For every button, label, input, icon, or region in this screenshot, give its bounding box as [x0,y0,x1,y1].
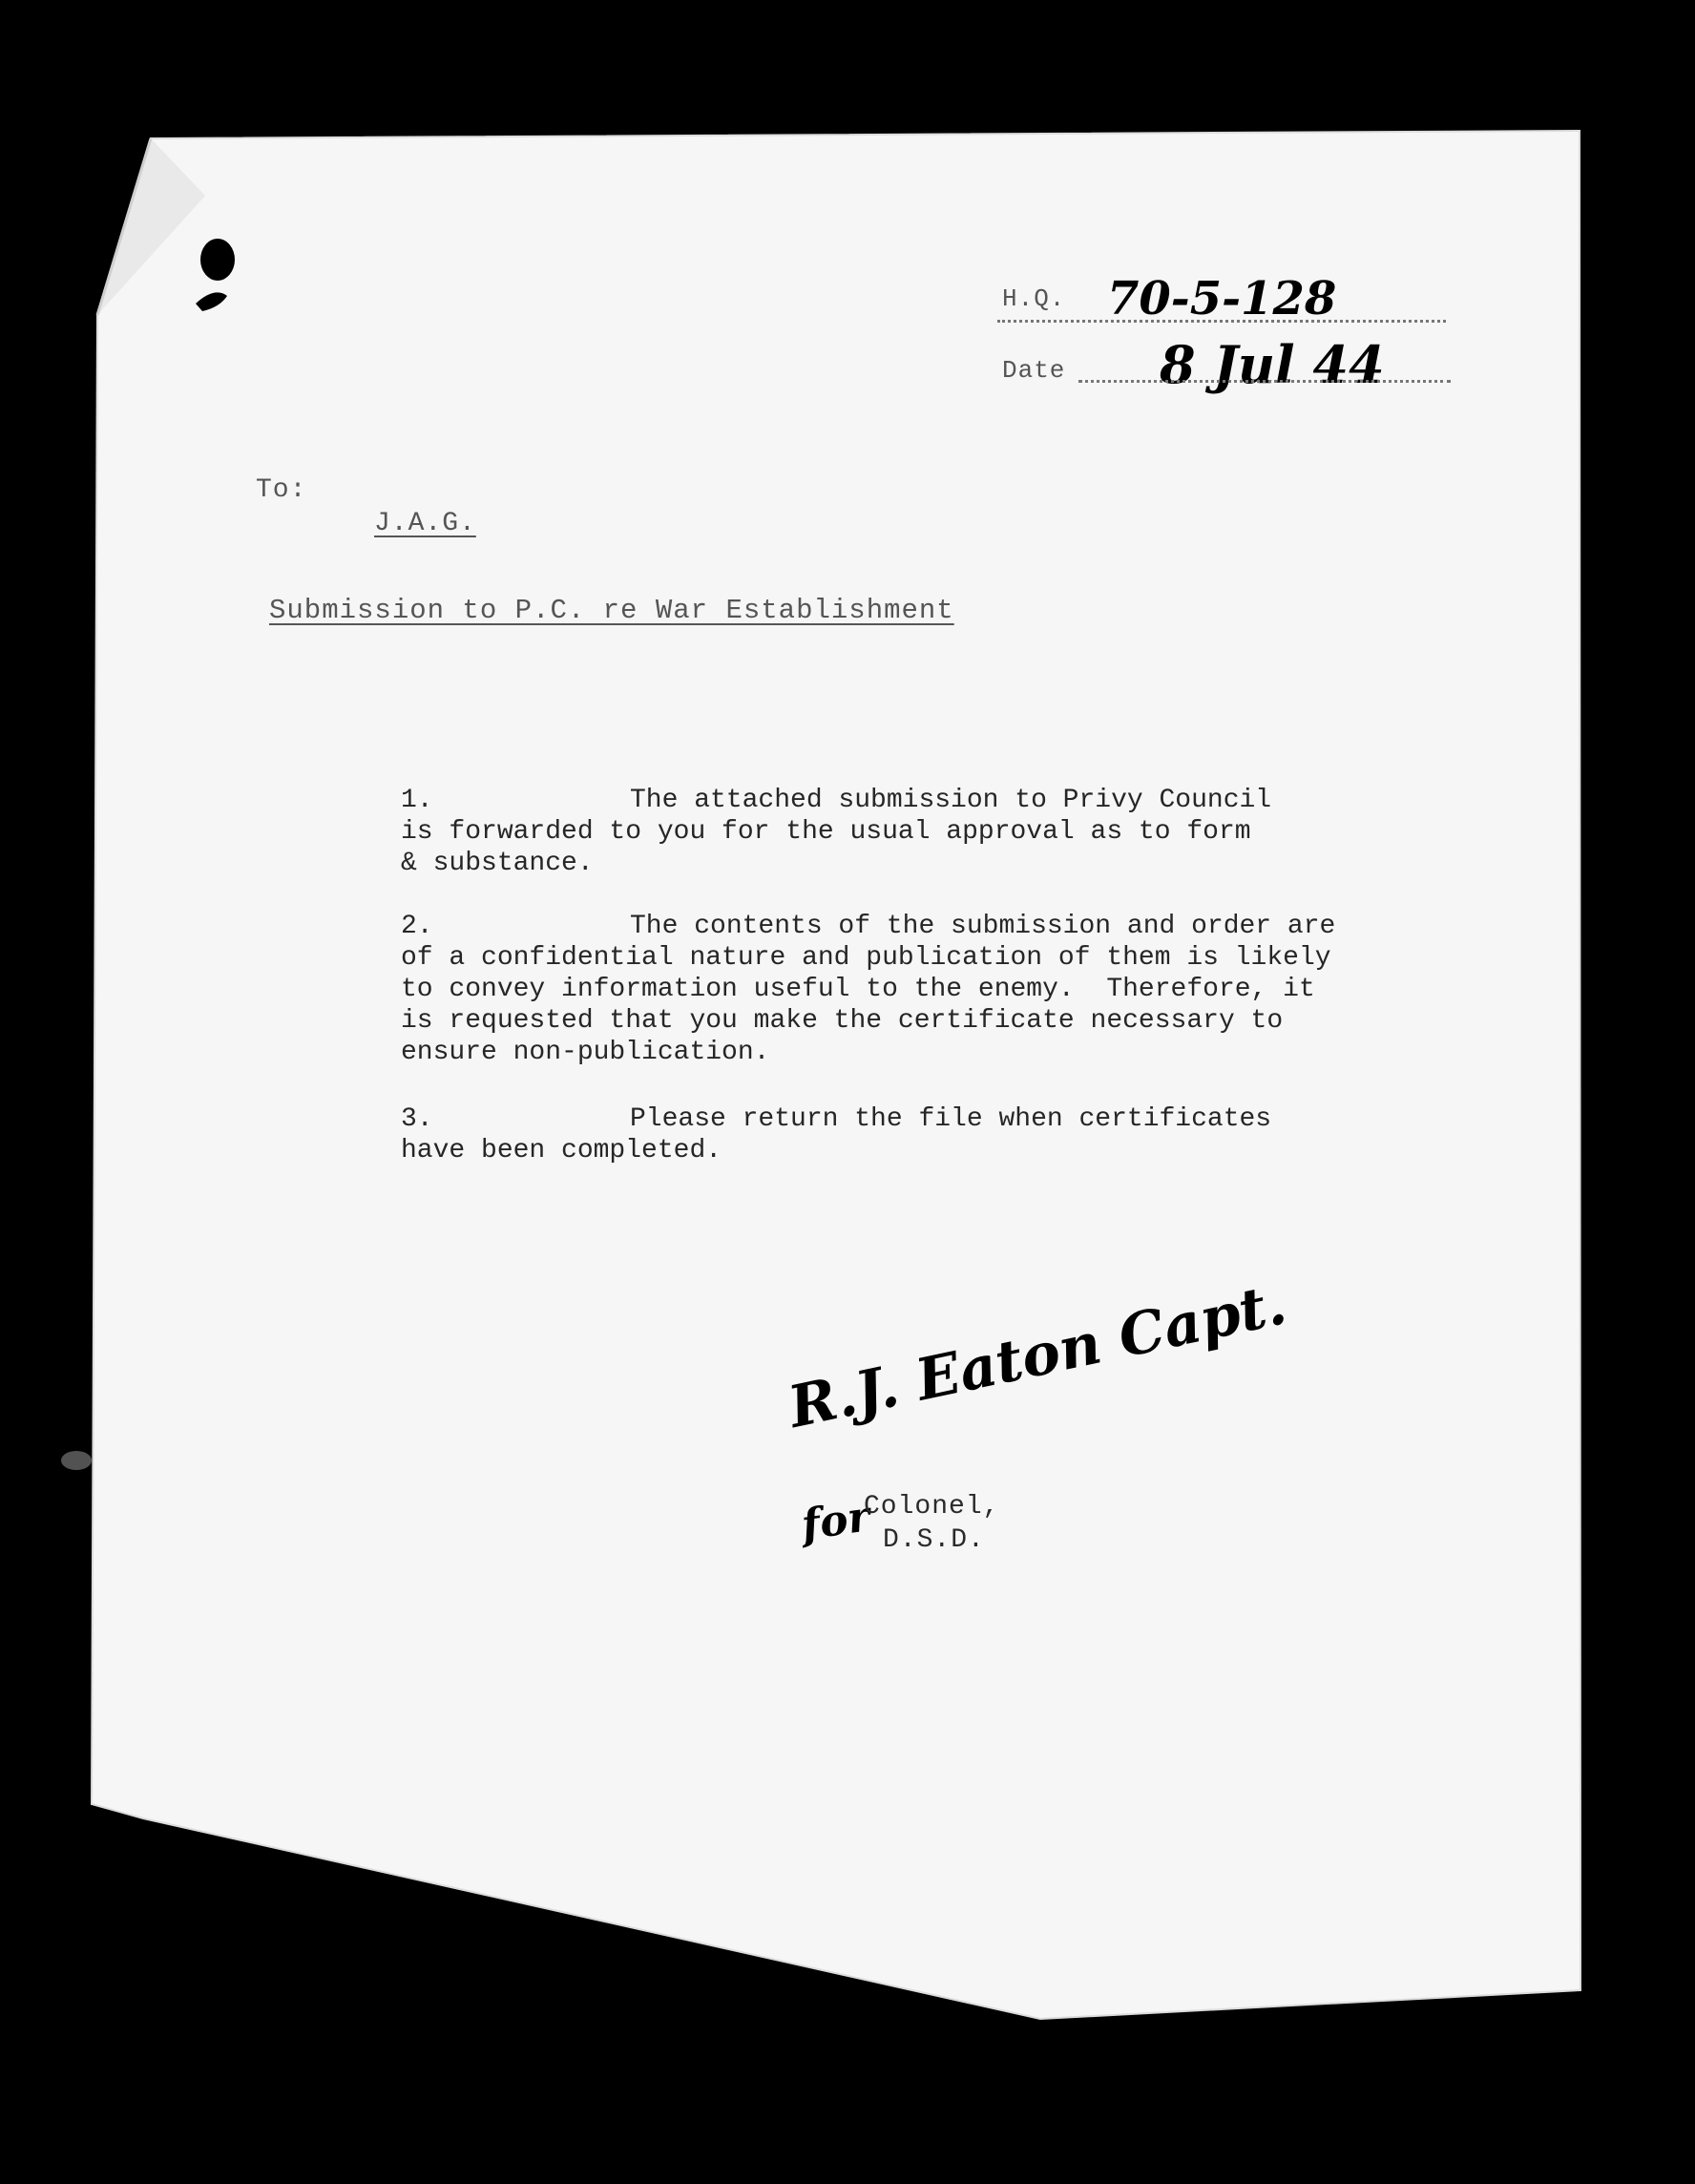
paragraph-2-line-3: to convey information useful to the enemy. Therefore, it [401,975,1315,1004]
date-handwritten: 8 Jul 44 [1160,334,1385,395]
file-prefix: H.Q. [1002,284,1066,313]
signature-for: for [798,1492,873,1550]
paragraph-1-line-3: & substance. [401,849,594,878]
paragraph-2-line-5: ensure non-publication. [401,1038,770,1067]
paragraph-2-line-2: of a confidential nature and publication of them is likely [401,943,1331,973]
paragraph-3 [401,1104,1432,1167]
to-label: To: [256,475,307,505]
paragraph-3-line-2: have been completed. [401,1136,722,1166]
handwritten-signature: R.J. Eaton Capt. [783,1270,1292,1441]
date-label: Date [1002,356,1066,385]
paragraph-1 [401,786,1432,880]
paragraph-1-line-2: is forwarded to you for the usual approval as to form [401,817,1251,847]
paragraph-2 [401,912,1432,1069]
subject-line: Submission to P.C. re War Establishment [269,595,954,626]
paragraph-1-number: 1. [401,786,433,815]
paragraph-2-number: 2. [401,912,433,941]
signature-title: Colonel, [864,1492,1000,1522]
paragraph-2-line-4: is requested that you make the certificate necessary to [401,1006,1284,1036]
paragraph-3-number: 3. [401,1104,433,1134]
signature-office: D.S.D. [883,1525,985,1555]
paragraph-1-line-1: The attached submission to Privy Council [630,786,1272,815]
file-number-dotted-line [997,320,1446,323]
file-number: 70-5-128 [1107,272,1337,326]
paragraph-2-line-1: The contents of the submission and order are [630,912,1336,941]
addressee: J.A.G. [374,509,476,538]
date-dotted-line [1078,380,1451,383]
paragraph-3-line-1: Please return the file when certificates [630,1104,1272,1134]
